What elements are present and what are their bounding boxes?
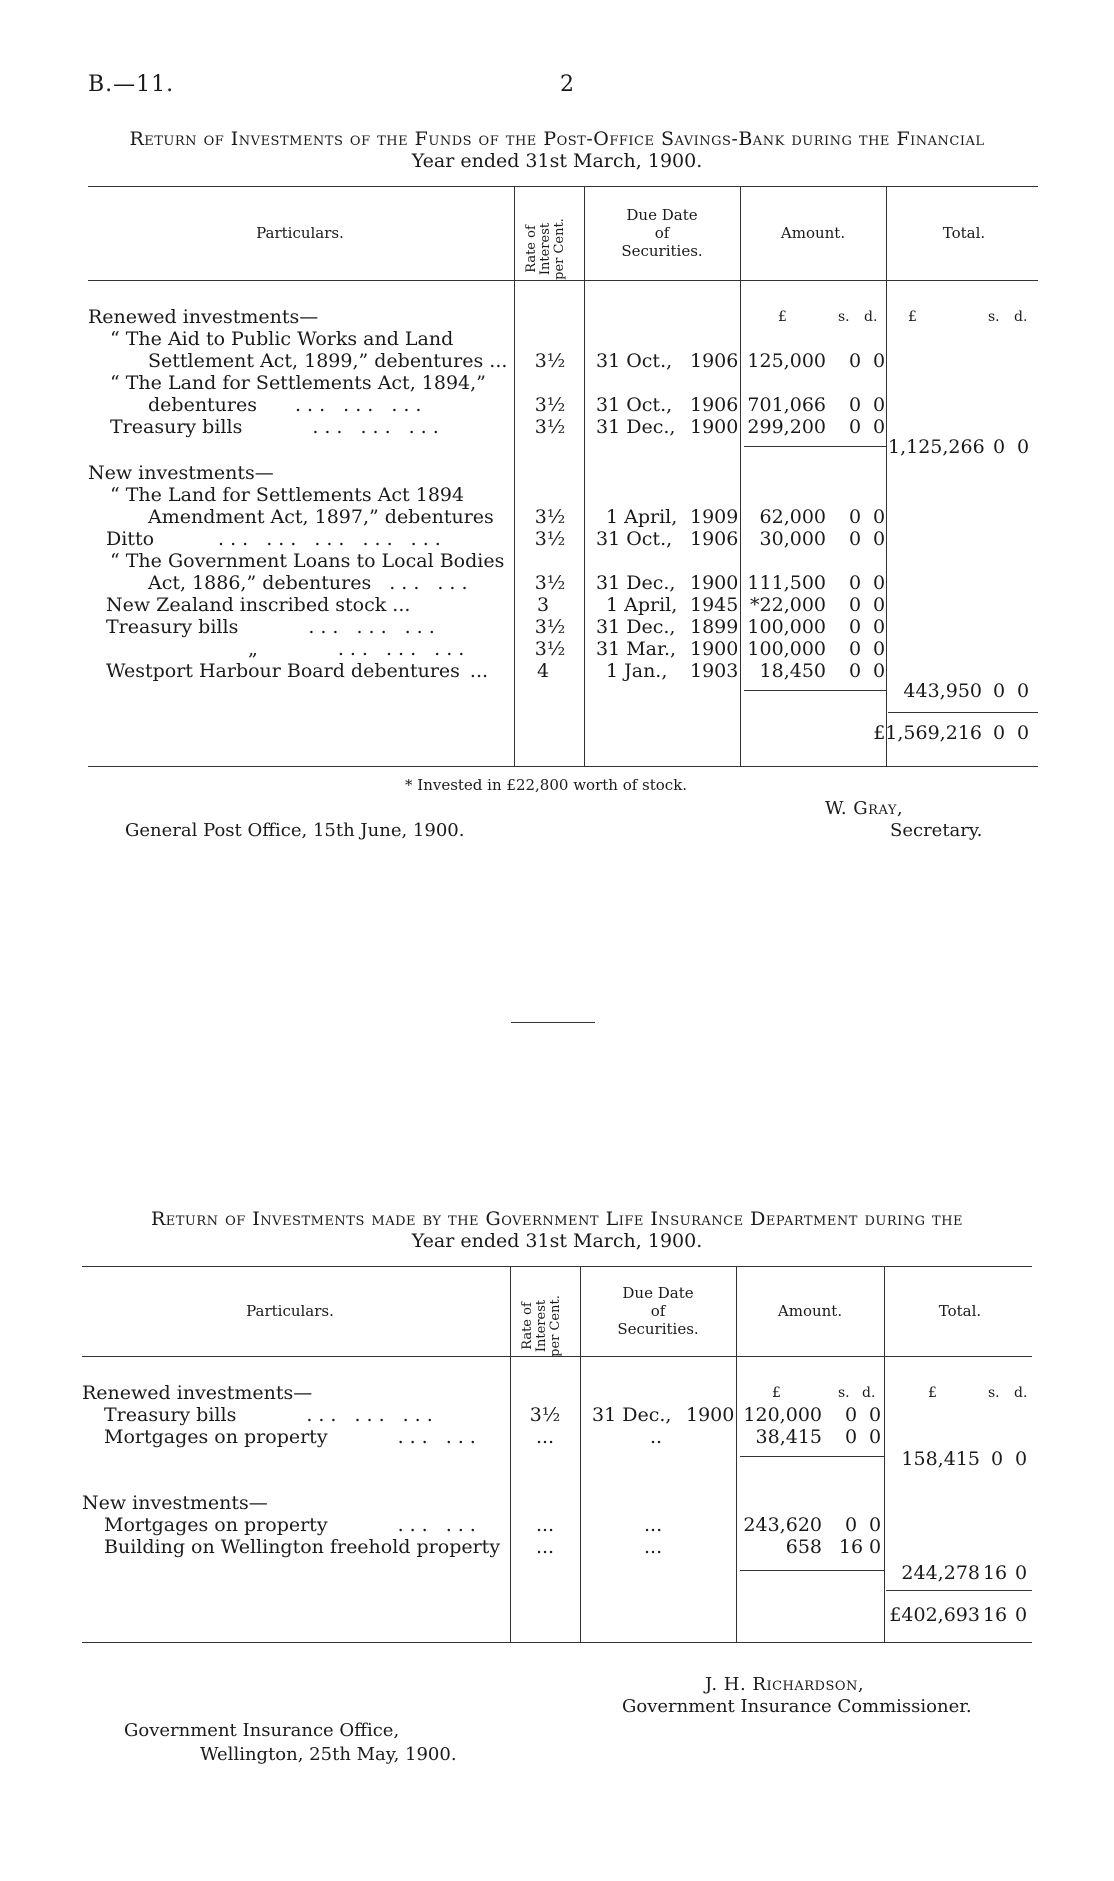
table2-row-pence: 0: [868, 1536, 882, 1558]
table2-signatory-name: J. H. Richardson,: [705, 1674, 865, 1695]
table1-row-due-year: 1900: [690, 572, 739, 594]
table1-row-shillings: 0: [848, 528, 862, 550]
table2-place-date: Wellington, 25th May, 1900.: [200, 1744, 457, 1765]
table2-grand-shillings: 16: [982, 1604, 1008, 1626]
table1-row-pence: 0: [872, 394, 886, 416]
table1-col-rate: Rate of Interest per Cent.: [524, 218, 567, 280]
table1-row-due-year: 1900: [690, 416, 739, 438]
table2-col-due-date: Due Date of Securities.: [617, 1284, 699, 1338]
table2-row-particulars: Treasury bills ... ... ...: [104, 1404, 439, 1426]
unit-pound: £: [772, 1385, 781, 1401]
table1-row-due: 31 Oct.,: [596, 394, 673, 416]
table2-row-shillings: 0: [844, 1514, 858, 1536]
table1-row-due: 31 Dec.,: [596, 572, 676, 594]
table1-row-rate: 3: [536, 594, 550, 616]
table2-row-due: ...: [644, 1514, 663, 1536]
table1-top-rule: [88, 186, 1038, 187]
table1-col-total: Total.: [942, 224, 986, 242]
table1-new-heading: New investments—: [88, 462, 274, 484]
table2-top-rule: [82, 1266, 1032, 1267]
table1-place-date: General Post Office, 15th June, 1900.: [125, 820, 465, 841]
section-divider: [511, 1022, 595, 1023]
table1-renewed-heading: Renewed investments—: [88, 306, 319, 328]
table1-row-pence: 0: [872, 616, 886, 638]
table1-row-due: 31 Dec.,: [596, 416, 676, 438]
table1-footnote: * Invested in £22,800 worth of stock.: [405, 776, 688, 794]
table2-col-divider: [510, 1266, 511, 1642]
table1-subtotal-shillings: 0: [992, 436, 1006, 458]
table2-row-pence: 0: [868, 1426, 882, 1448]
table1-row-amount: 299,200: [747, 416, 826, 438]
unit-shillings: s.: [988, 309, 1000, 325]
table1-row-pence: 0: [872, 638, 886, 660]
table1-row-pence: 0: [872, 528, 886, 550]
table1-row-rate: 3½: [534, 616, 566, 638]
table1-row-shillings: 0: [848, 638, 862, 660]
subtotal-rule: [740, 1456, 884, 1457]
unit-pence: d.: [864, 309, 878, 325]
table1-row-due-year: 1906: [690, 394, 739, 416]
table2-row-shillings: 16: [838, 1536, 864, 1558]
table1-row-particulars: Amendment Act, 1897,” debentures: [148, 506, 494, 528]
unit-shillings: s.: [838, 1385, 850, 1401]
table2-col-divider: [884, 1266, 885, 1642]
table1-row-due-year: 1903: [690, 660, 739, 682]
table1-row-shillings: 0: [848, 616, 862, 638]
table1-row-shillings: 0: [848, 572, 862, 594]
table1-subtotal-shillings: 0: [992, 680, 1006, 702]
table2-bottom-rule: [82, 1642, 1032, 1643]
table1-subtotal-pence: 0: [1016, 436, 1030, 458]
table2-grand-pence: 0: [1014, 1604, 1028, 1626]
table1-row-particulars: debentures ... ... ...: [148, 394, 428, 416]
table2-col-total: Total.: [938, 1302, 982, 1320]
table2-col-particulars: Particulars.: [246, 1302, 334, 1320]
table1-row-due: 1 April,: [606, 594, 678, 616]
table2-title: Return of Investments made by the Government Life Insurance Department during the: [150, 1208, 964, 1230]
table1-row-pence: 0: [872, 506, 886, 528]
table1-row-amount: 125,000: [747, 350, 826, 372]
table2-col-rate: Rate of Interest per Cent.: [520, 1295, 563, 1357]
unit-pence: d.: [1014, 1385, 1028, 1401]
table2-subtotal-shillings: 0: [990, 1448, 1004, 1470]
subtotal-rule: [740, 1570, 884, 1571]
table1-row-amount: 18,450: [759, 660, 826, 682]
table1-row-due-year: 1899: [690, 616, 739, 638]
table1-row-rate: 3½: [534, 416, 566, 438]
subtotal-rule: [744, 446, 886, 447]
table1-row-due-year: 1906: [690, 528, 739, 550]
table2-col-divider: [736, 1266, 737, 1642]
table2-row-due: ...: [644, 1536, 663, 1558]
table1-row-shillings: 0: [848, 394, 862, 416]
table1-subtotal-pence: 0: [1016, 680, 1030, 702]
unit-pound: £: [928, 1385, 937, 1401]
table1-row-rate: 3½: [534, 394, 566, 416]
table2-row-particulars: Mortgages on property ... ...: [104, 1426, 482, 1448]
table2-subtotal-pence: 0: [1014, 1562, 1028, 1584]
table2-row-particulars: Mortgages on property ... ...: [104, 1514, 482, 1536]
table1-row-shillings: 0: [848, 416, 862, 438]
table1-col-amount: Amount.: [780, 224, 846, 242]
table2-subtotal-new: 244,278: [901, 1562, 980, 1584]
table2-row-amount: 243,620: [743, 1514, 822, 1536]
table1-grand-total: £1,569,216: [873, 722, 982, 744]
table1-row-rate: 3½: [534, 572, 566, 594]
table1-row-due: 1 Jan.,: [606, 660, 668, 682]
table2-row-particulars: Building on Wellington freehold property: [104, 1536, 501, 1558]
table1-row-pence: 0: [872, 594, 886, 616]
table1-row-particulars: Treasury bills ... ... ...: [110, 416, 445, 438]
table1-row-due-year: 1900: [690, 638, 739, 660]
table1-row-amount: 100,000: [747, 616, 826, 638]
table2-title-year: Year ended 31st March, 1900.: [411, 1230, 703, 1252]
table1-col-divider: [740, 186, 741, 766]
table1-row-due: 31 Oct.,: [596, 528, 673, 550]
grand-total-rule: [886, 1590, 1032, 1591]
table2-row-pence: 0: [868, 1404, 882, 1426]
table1-col-due-date: Due Date of Securities.: [621, 206, 703, 260]
page-number: 2: [560, 72, 574, 97]
grand-total-rule: [888, 712, 1038, 713]
unit-shillings: s.: [838, 309, 850, 325]
table1-row-particulars: Settlement Act, 1899,” debentures ...: [148, 350, 508, 372]
table1-row-particulars: New Zealand inscribed stock ...: [106, 594, 411, 616]
table1-row-particulars: Treasury bills ... ... ...: [106, 616, 441, 638]
table1-row-amount: 111,500: [747, 572, 826, 594]
table1-row-particulars: “ The Land for Settlements Act, 1894,”: [110, 372, 486, 394]
table2-row-due: 31 Dec.,: [592, 1404, 672, 1426]
table1-signatory-title: Secretary.: [890, 820, 983, 841]
table1-row-due-year: 1906: [690, 350, 739, 372]
table1-col-particulars: Particulars.: [256, 224, 344, 242]
unit-pence: d.: [862, 1385, 876, 1401]
table1-col-divider: [584, 186, 585, 766]
unit-shillings: s.: [988, 1385, 1000, 1401]
table2-row-amount: 120,000: [743, 1404, 822, 1426]
table2-subtotal-pence: 0: [1014, 1448, 1028, 1470]
table1-row-shillings: 0: [848, 660, 862, 682]
table1-row-amount: 100,000: [747, 638, 826, 660]
table2-signatory-title: Government Insurance Commissioner.: [622, 1696, 972, 1717]
table1-row-pence: 0: [872, 350, 886, 372]
table1-signatory-name: W. Gray,: [825, 798, 904, 819]
table1-row-particulars: “ The Land for Settlements Act 1894: [110, 484, 465, 506]
table1-row-rate: 3½: [534, 506, 566, 528]
table2-subtotal-renewed: 158,415: [901, 1448, 980, 1470]
table1-row-due: 1 April,: [606, 506, 678, 528]
table1-row-shillings: 0: [848, 594, 862, 616]
subtotal-rule: [744, 690, 886, 691]
table1-row-particulars: „ ... ... ...: [248, 638, 471, 660]
table1-subtotal-renewed: 1,125,266: [888, 436, 985, 458]
table2-row-shillings: 0: [844, 1426, 858, 1448]
table2-row-amount: 38,415: [755, 1426, 822, 1448]
table1-row-pence: 0: [872, 660, 886, 682]
table2-row-amount: 658: [785, 1536, 822, 1558]
table1-subtotal-new: 443,950: [903, 680, 982, 702]
table2-row-due-year: 1900: [686, 1404, 735, 1426]
table1-row-rate: 3½: [534, 638, 566, 660]
table1-title: Return of Investments of the Funds of the Post-Office Savings-Bank during the Financial: [129, 128, 985, 150]
table1-row-shillings: 0: [848, 506, 862, 528]
table1-row-particulars: Ditto ... ... ... ... ...: [106, 528, 447, 550]
table1-row-pence: 0: [872, 416, 886, 438]
table1-row-particulars: “ The Aid to Public Works and Land: [110, 328, 454, 350]
table1-row-amount: *22,000: [750, 594, 826, 616]
table1-row-due: 31 Oct.,: [596, 350, 673, 372]
table2-row-shillings: 0: [844, 1404, 858, 1426]
table1-row-particulars: “ The Government Loans to Local Bodies: [110, 550, 505, 572]
table2-grand-total: £402,693: [889, 1604, 980, 1626]
unit-pound: £: [778, 309, 787, 325]
table2-renewed-heading: Renewed investments—: [82, 1382, 313, 1404]
table2-row-due: ..: [650, 1426, 663, 1448]
unit-pence: d.: [1014, 309, 1028, 325]
table1-row-due: 31 Mar.,: [596, 638, 677, 660]
table1-row-particulars: Westport Harbour Board debentures ...: [106, 660, 489, 682]
table2-row-rate: 3½: [529, 1404, 561, 1426]
table2-col-amount: Amount.: [777, 1302, 843, 1320]
table1-row-particulars: Act, 1886,” debentures ... ...: [148, 572, 474, 594]
table1-grand-pence: 0: [1016, 722, 1030, 744]
table1-row-due-year: 1945: [690, 594, 739, 616]
table1-row-amount: 30,000: [759, 528, 826, 550]
table2-row-rate: ...: [535, 1536, 555, 1558]
table1-row-rate: 3½: [534, 528, 566, 550]
table1-row-shillings: 0: [848, 350, 862, 372]
table1-row-due: 31 Dec.,: [596, 616, 676, 638]
table2-row-pence: 0: [868, 1514, 882, 1536]
table2-office: Government Insurance Office,: [124, 1720, 400, 1741]
document-reference: B.—11.: [88, 72, 175, 97]
unit-pound: £: [908, 309, 917, 325]
table2-row-rate: ...: [535, 1514, 555, 1536]
table1-bottom-rule: [88, 766, 1038, 767]
table1-row-amount: 701,066: [747, 394, 826, 416]
table2-col-divider: [580, 1266, 581, 1642]
table1-row-rate: 3½: [534, 350, 566, 372]
table1-row-rate: 4: [536, 660, 550, 682]
table1-row-due-year: 1909: [690, 506, 739, 528]
table2-subtotal-shillings: 16: [982, 1562, 1008, 1584]
table2-row-rate: ...: [535, 1426, 555, 1448]
table1-row-amount: 62,000: [759, 506, 826, 528]
table2-new-heading: New investments—: [82, 1492, 268, 1514]
table1-grand-shillings: 0: [992, 722, 1006, 744]
table1-title-year: Year ended 31st March, 1900.: [411, 150, 703, 172]
table1-row-pence: 0: [872, 572, 886, 594]
